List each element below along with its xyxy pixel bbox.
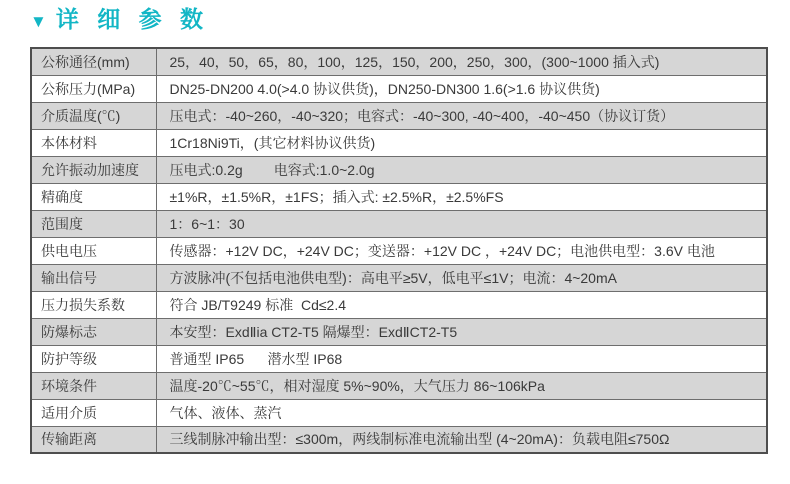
param-label: 本体材料 [31,129,156,156]
table-row [31,237,767,264]
spec-table [30,47,768,454]
table-row [31,318,767,345]
param-value: 25，40，50，65，80，100，125，150，200，250，300，(300~1000 插入式) [156,48,767,75]
table-row [31,372,767,399]
table-row [31,129,767,156]
param-value: 压电式：-40~260，-40~320；电容式：-40~300, -40~400，-40~450（协议订货） [156,102,767,129]
table-row [31,345,767,372]
page-title: 详 细 参 数 [55,6,209,32]
param-value: 方波脉冲(不包括电池供电型)：高电平≥5V，低电平≤1V；电流：4~20mA [156,264,767,291]
param-value: ±1%R，±1.5%R，±1FS；插入式: ±2.5%R，±2.5%FS [156,183,767,210]
param-label: 公称通径(mm) [31,48,156,75]
table-row [31,48,767,75]
table-row [31,264,767,291]
table-row [31,156,767,183]
param-label: 防护等级 [31,345,156,372]
param-label: 精确度 [31,183,156,210]
param-label: 适用介质 [31,399,156,426]
param-value: 符合 JB/T9249 标准 Cd≤2.4 [156,291,767,318]
param-value: DN25-DN200 4.0(>4.0 协议供货)，DN250-DN300 1.6(>1.6 协议供货) [156,75,767,102]
param-label: 压力损失系数 [31,291,156,318]
table-row [31,399,767,426]
param-label: 输出信号 [31,264,156,291]
param-value: 压电式:0.2g 电容式:1.0~2.0g [156,156,767,183]
param-label: 允许振动加速度 [31,156,156,183]
table-row [31,291,767,318]
section-marker-icon: ▼ [30,11,47,31]
param-label: 范围度 [31,210,156,237]
table-row [31,183,767,210]
param-value: 普通型 IP65 潜水型 IP68 [156,345,767,372]
param-label: 介质温度(℃) [31,102,156,129]
param-value: 气体、液体、蒸汽 [156,399,767,426]
table-row [31,75,767,102]
param-value: 1：6~1：30 [156,210,767,237]
table-row [31,210,767,237]
param-label: 供电电压 [31,237,156,264]
param-value: 三线制脉冲输出型：≤300m，两线制标准电流输出型 (4~20mA)：负载电阻≤750Ω [156,426,767,453]
param-value: 本安型：ExdⅡia CT2-T5 隔爆型：ExdⅡCT2-T5 [156,318,767,345]
table-row [31,102,767,129]
param-label: 公称压力(MPa) [31,75,156,102]
param-label: 防爆标志 [31,318,156,345]
param-label: 环境条件 [31,372,156,399]
section-header [30,6,209,34]
param-value: 温度-20℃~55℃，相对湿度 5%~90%，大气压力 86~106kPa [156,372,767,399]
param-label: 传输距离 [31,426,156,453]
param-value: 传感器：+12V DC，+24V DC；变送器：+12V DC ，+24V DC；电池供电型：3.6V 电池 [156,237,767,264]
table-row [31,426,767,453]
param-value: 1Cr18Ni9Ti，(其它材料协议供货) [156,129,767,156]
